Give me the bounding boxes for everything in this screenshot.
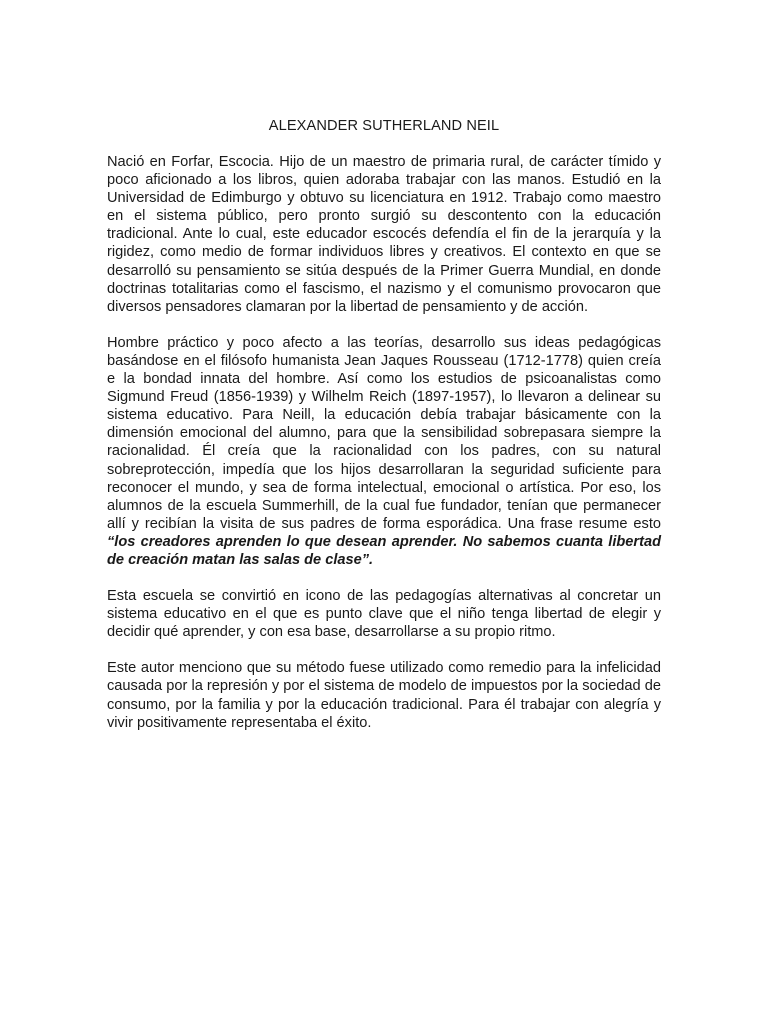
paragraph-influences: [107, 334, 661, 569]
neill-quote: “los creadores aprenden lo que desean aprender. No sabemos cuanta libertad de creación matan las salas de clase”.: [107, 533, 661, 568]
paragraph-method: Este autor menciono que su método fuese utilizado como remedio para la infelicidad causada por la represión y por el sistema de modelo de impuestos por la sociedad de consumo, por la familia y por la educación tradicional. Para él trabajar con alegría y vivir positivamente representaba el éxito.: [107, 660, 661, 731]
document-page: [107, 117, 661, 750]
document-title: ALEXANDER SUTHERLAND NEIL: [268, 118, 500, 134]
paragraph-influences-text: Hombre práctico y poco afecto a las teorías, desarrollo sus ideas pedagógicas basándose en el filósofo humanista Jean Jaques Rousseau (1712-1778) quien creía e la bondad innata del hombre. Así como los estudios de psicoanalistas como Sigmund Freud (1856-1939) y Wilhelm Reich (1897-1957), lo llevaron a delinear su sistema educativo. Para Neill, la educación debía trabajar básicamente con la dimensión emocional del alumno, para que la sensibilidad sobrepasara siempre la racionalidad. Él creía que la racionalidad con los padres, con su natural sobreprotección, impedía que los hijos desarrollaran la seguridad suficiente para reconocer el mundo, y sea de forma intelectual, emocional o artística. Por eso, los alumnos de la escuela Summerhill, de la cual fue fundador, tenían que permanecer allí y recibían la visita de sus padres de forma esporádica. Una frase resume esto: [107, 334, 661, 532]
paragraph-biography: Nació en Forfar, Escocia. Hijo de un maestro de primaria rural, de carácter tímido y poco aficionado a los libros, quien adoraba trabajar con las manos. Estudió en la Universidad de Edimburgo y obtuvo su licenciatura en 1912. Trabajo como maestro en el sistema público, pero pronto surgió su descontento con la educación tradicional. Ante lo cual, este educador escocés defendía el fin de la jerarquía y la rigidez, como medio de formar individuos libres y creativos. El contexto en que se desarrolló su pensamiento se sitúa después de la Primer Guerra Mundial, en donde doctrinas totalitarias como el fascismo, el nazismo y el comunismo provocaron que diversos pensadores clamaran por la libertad de pensamiento y de acción.: [107, 154, 661, 315]
paragraph-summerhill: Esta escuela se convirtió en icono de las pedagogías alternativas al concretar un sistema educativo en el que es punto clave que el niño tenga libertad de elegir y decidir qué aprender, y con esa base, desarrollarse a su propio ritmo.: [107, 588, 661, 641]
